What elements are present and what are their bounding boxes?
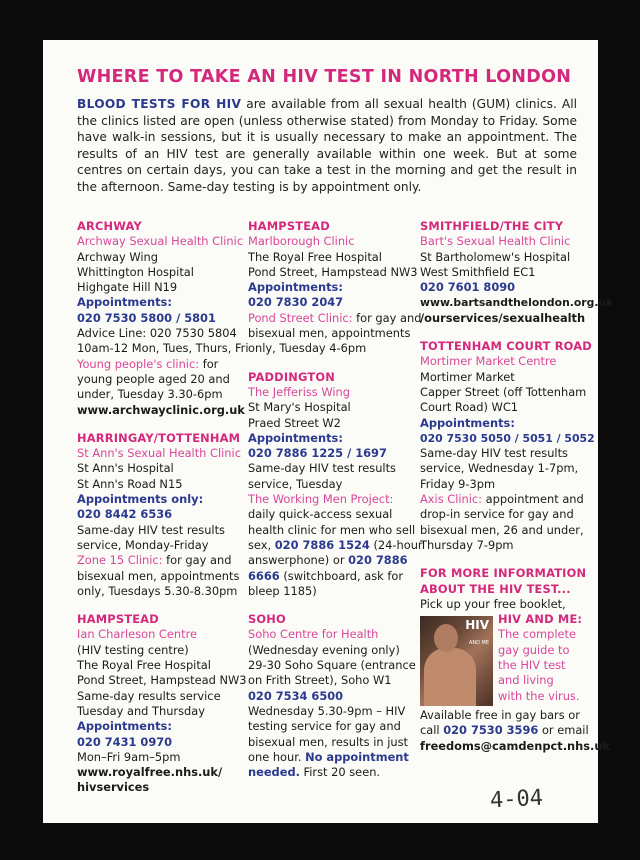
zone-15-clinic [77, 553, 247, 568]
address-line: Pond Street, Hampstead NW3 [248, 264, 418, 279]
working-men-project-text [248, 553, 416, 568]
zone-15-text: only, Tuesdays 5.30-8.30pm [77, 583, 238, 598]
email-link[interactable]: freedoms@camdenpct.nhs.uk [420, 738, 611, 753]
section-paddington [248, 369, 423, 599]
no-appointment-note: needed. [248, 765, 300, 780]
pond-street-text: bisexual men, appointments [248, 326, 411, 341]
zone-15-text: for gay and [162, 553, 232, 568]
address-line: Archway Wing [77, 249, 158, 264]
axis-clinic [420, 492, 590, 507]
section-heading: FOR MORE INFORMATION [420, 566, 587, 581]
address-line: 29-30 Soho Square (entrance [248, 658, 416, 673]
service-text: Same-day results service [77, 688, 221, 703]
appointments-phone: 020 7530 5800 / 5801 [77, 310, 216, 325]
leaflet-card [43, 40, 614, 823]
address-line: West Smithfield EC1 [420, 264, 536, 279]
cover-figure-torso [424, 648, 476, 706]
appointments-label: Appointments: [248, 430, 343, 445]
booklet-description [498, 612, 590, 704]
young-people-clinic [77, 357, 247, 372]
working-men-project-text: daily quick-access sexual [248, 507, 393, 522]
clinic-note: (HIV testing centre) [77, 642, 189, 657]
section-tottenham-court-road [420, 339, 595, 553]
address-line: The Royal Free Hospital [248, 249, 382, 264]
booklet-text: and living [498, 673, 554, 688]
section-heading: SMITHFIELD/THE CITY [420, 219, 564, 233]
clinic-name: Mortimer Market Centre [420, 354, 557, 369]
soho-text: one hour. [248, 749, 306, 764]
pond-street-label: Pond Street Clinic: [248, 310, 353, 325]
axis-clinic-text: drop-in service for gay and [420, 507, 574, 522]
service-text: Friday 9-3pm [420, 476, 496, 491]
website-link[interactable]: www.archwayclinic.org.uk [77, 402, 245, 417]
address-line: The Royal Free Hospital [77, 658, 211, 673]
appointments-phone: 020 7886 1225 / 1697 [248, 446, 387, 461]
service-text: Same-day HIV test results [248, 461, 396, 476]
section-heading: HAMPSTEAD [248, 219, 330, 233]
booklet-cover-image [420, 616, 493, 706]
section-more-info [420, 566, 611, 754]
working-men-project-text: health clinic for men who sell [248, 522, 416, 537]
smithfield-phone: 020 7601 8090 [420, 280, 516, 295]
page-title: WHERE TO TAKE AN HIV TEST IN NORTH LONDON [77, 67, 572, 87]
address-line: Pond Street, Hampstead NW3 [77, 673, 247, 688]
clinic-name: Bart's Sexual Health Clinic [420, 234, 571, 249]
column-1 [77, 219, 247, 796]
address-line: Mortimer Market [420, 369, 515, 384]
service-text: Same-day HIV test results [420, 446, 568, 461]
address-line: Whittington Hospital [77, 264, 194, 279]
soho-phone: 020 7534 6500 [248, 688, 344, 703]
service-text: Tuesday and Thursday [77, 703, 205, 718]
section-heading: ABOUT THE HIV TEST... [420, 581, 571, 596]
pickup-text: Pick up your free booklet, [420, 596, 566, 611]
clinic-name: Archway Sexual Health Clinic [77, 234, 244, 249]
section-heading: PADDINGTON [248, 369, 335, 384]
opening-hours: Mon–Fri 9am–5pm [77, 749, 181, 764]
website-link[interactable]: hivservices [77, 780, 150, 795]
service-text: testing service for gay and [248, 719, 401, 734]
section-archway [77, 219, 247, 418]
axis-clinic-text: bisexual men, 26 and under, [420, 522, 584, 537]
cover-figure-head [434, 624, 458, 652]
column-3 [420, 219, 614, 754]
address-line: Highgate Hill N19 [77, 280, 178, 295]
appointments-label: Appointments: [248, 280, 343, 295]
column-2 [248, 219, 423, 780]
pond-street-clinic [248, 310, 422, 326]
service-text: Wednesday 5.30-9pm – HIV [248, 703, 406, 718]
zone-15-text: bisexual men, appointments [77, 568, 240, 583]
clinic-name: Ian Charleson Centre [77, 627, 198, 642]
pond-street-text: for gay and [352, 310, 422, 325]
clinic-name: The Jefferiss Wing [248, 384, 350, 399]
young-people-text: for [199, 356, 219, 371]
section-heading: ARCHWAY [77, 219, 142, 233]
appointments-label: Appointments only: [77, 492, 204, 507]
service-text [248, 750, 416, 765]
section-soho [248, 612, 416, 780]
section-heading: TOTTENHAM COURT ROAD [420, 339, 592, 354]
service-text: Same-day HIV test results [77, 522, 225, 537]
clinic-note: (Wednesday evening only) [248, 642, 400, 657]
address-line: on Frith Street), Soho W1 [248, 673, 392, 688]
intro-paragraph [77, 96, 577, 196]
appointments-label: Appointments: [77, 719, 172, 734]
address-line: Praed Street W2 [248, 415, 341, 430]
young-people-text: young people aged 20 and [77, 371, 230, 386]
section-harringay [77, 431, 247, 599]
wmp-text: (24-hour [369, 537, 423, 552]
intro-text: are available from all sexual health (GUM) clinics. All the clinics listed are open (unless otherwise stated) from Monday to Friday. Some have walk-in sessions, but it is usually necessary to make an appointment. The results of an HIV test are generally available within one week. But at some centres on certain days, you can take a test in the morning and get the result in the afternoon. Same-day testing is by appointment only. [77, 97, 577, 194]
section-smithfield [420, 219, 614, 326]
website-link[interactable]: /ourservices/sexualhealth [420, 310, 586, 325]
website-link[interactable]: www.royalfree.nhs.uk/ [77, 765, 223, 780]
service-text [248, 765, 416, 780]
section-heading: HAMPSTEAD [77, 612, 159, 627]
service-text: service, Monday-Friday [77, 537, 209, 552]
address-line: St Bartholomew's Hospital [420, 249, 571, 264]
service-text: service, Wednesday 1-7pm, [420, 461, 579, 476]
appointments-phone: 020 7530 5050 / 5051 / 5052 [420, 431, 595, 445]
appointments-label: Appointments: [77, 295, 172, 310]
address-line: St Ann's Hospital [77, 461, 174, 476]
advice-hours: 10am-12 Mon, Tues, Thurs, Fri [77, 341, 249, 356]
section-heading: HARRINGAY/TOTTENHAM [77, 430, 241, 445]
address-line: St Ann's Road N15 [77, 476, 183, 491]
young-people-text: under, Tuesday 3.30-6pm [77, 387, 223, 402]
avail-text: call [420, 723, 444, 738]
appointments-phone: 020 7830 2047 [248, 295, 344, 310]
working-men-project-label: The Working Men Project: [248, 492, 394, 507]
address-line: Capper Street (off Tottenham [420, 384, 587, 399]
zone-15-label: Zone 15 Clinic: [77, 553, 163, 568]
service-text: service, Tuesday [248, 476, 343, 491]
no-appointment-note: No appointment [305, 749, 409, 764]
appointments-phone: 020 8442 6536 [77, 507, 173, 522]
working-men-project-text: bleep 1185) [248, 583, 317, 598]
service-text: bisexual men, results in just [248, 734, 408, 749]
booklet-text: with the virus. [498, 688, 580, 703]
address-line: Court Road) WC1 [420, 400, 519, 415]
section-hampstead-ian-charleson [77, 612, 247, 796]
working-men-project-text [248, 569, 416, 584]
clinic-name: St Ann's Sexual Health Clinic [77, 446, 241, 461]
clinic-name: Marlborough Clinic [248, 234, 355, 249]
appointments-label: Appointments: [420, 415, 515, 430]
section-heading: SOHO [248, 612, 286, 627]
wmp-text: answerphone) or [248, 553, 349, 568]
address-line: St Mary's Hospital [248, 400, 351, 415]
young-people-label: Young people's clinic: [77, 356, 200, 371]
website-link[interactable]: www.bartsandthelondon.org.uk [420, 296, 614, 310]
cover-logo: HIV [465, 618, 489, 633]
wmp-phone: 020 7886 1524 [274, 537, 370, 552]
wmp-phone: 6666 [248, 568, 280, 583]
appointments-phone: 020 7431 0970 [77, 734, 173, 749]
wmp-text: (switchboard, ask for [279, 568, 404, 583]
advice-line: Advice Line: 020 7530 5804 [77, 326, 237, 341]
section-hampstead-marlborough [248, 219, 422, 357]
axis-clinic-text: appointment and [482, 492, 584, 507]
intro-lead: BLOOD TESTS FOR HIV [77, 97, 242, 111]
soho-text: First 20 seen. [299, 765, 381, 780]
availability-text [420, 723, 590, 738]
avail-text: or email [538, 723, 589, 738]
clinic-name: Soho Centre for Health [248, 627, 379, 642]
booklet-block [420, 612, 590, 708]
axis-clinic-label: Axis Clinic: [420, 492, 483, 507]
axis-clinic-text: Thursday 7-9pm [420, 537, 514, 552]
pond-street-text: only, Tuesday 4-6pm [248, 341, 367, 356]
booklet-title: HIV AND ME: [498, 612, 583, 627]
handwritten-note: 4-04 [489, 785, 544, 814]
booklet-text: gay guide to [498, 642, 570, 657]
cover-logo-sub: AND ME [468, 640, 489, 647]
booklet-text: The complete [498, 627, 577, 642]
wmp-text: sex, [248, 537, 275, 552]
booklet-text: the HIV test [498, 658, 566, 673]
availability-text: Available free in gay bars or [420, 708, 580, 723]
info-phone: 020 7530 3596 [443, 723, 539, 738]
working-men-project-text [248, 537, 423, 553]
wmp-phone: 020 7886 [348, 553, 408, 568]
